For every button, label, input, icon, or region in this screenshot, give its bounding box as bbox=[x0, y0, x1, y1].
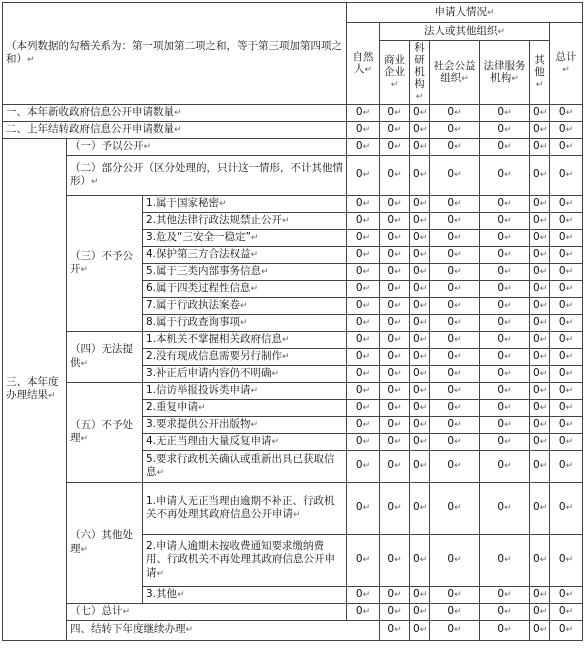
sub-label: 2.申请人逾期未按收费通知要求缴纳费用、行政机关不再处理其政府信息公开申请↵ bbox=[143, 534, 347, 586]
cell-value: 0↵ bbox=[480, 263, 530, 280]
sub-label: 4.保护第三方合法权益↵ bbox=[143, 246, 347, 263]
cell-value: 0↵ bbox=[480, 365, 530, 382]
cell-value: 0↵ bbox=[430, 104, 480, 121]
cell-value: 0↵ bbox=[380, 246, 410, 263]
table-row bbox=[3, 138, 583, 155]
cell-value: 0↵ bbox=[347, 450, 380, 482]
cell-value: 0↵ bbox=[347, 212, 380, 229]
cell-value: 0↵ bbox=[550, 138, 583, 155]
cell-value: 0↵ bbox=[410, 433, 430, 450]
cell-value: 0↵ bbox=[380, 416, 410, 433]
sub-label: 2.其他法律行政法规禁止公开↵ bbox=[143, 212, 347, 229]
cell-value: 0↵ bbox=[480, 229, 530, 246]
cell-value: 0↵ bbox=[380, 155, 410, 195]
cell-value: 0↵ bbox=[550, 155, 583, 195]
cell-value: 0↵ bbox=[380, 195, 410, 212]
cell-value: 0↵ bbox=[410, 450, 430, 482]
cell-value: 0↵ bbox=[430, 314, 480, 331]
group-label: （三）不予公开↵ bbox=[67, 195, 143, 331]
cell-value: 0↵ bbox=[480, 280, 530, 297]
cell-value: 0↵ bbox=[430, 348, 480, 365]
cell-value: 0↵ bbox=[380, 331, 410, 348]
section-3-label: 三、本年度办理结果↵ bbox=[3, 138, 67, 640]
cell-value: 0↵ bbox=[380, 603, 410, 620]
cell-value: 0↵ bbox=[530, 348, 550, 365]
cell-value: 0↵ bbox=[480, 155, 530, 195]
cell-value: 0↵ bbox=[480, 246, 530, 263]
cell-value: 0↵ bbox=[430, 263, 480, 280]
cell-value: 0↵ bbox=[347, 297, 380, 314]
cell-value: 0↵ bbox=[430, 280, 480, 297]
table-row bbox=[3, 121, 583, 138]
cell-value: 0↵ bbox=[430, 246, 480, 263]
sub-label: 3.补正后申请内容仍不明确↵ bbox=[143, 365, 347, 382]
cell-value: 0↵ bbox=[550, 416, 583, 433]
cell-value: 0↵ bbox=[380, 280, 410, 297]
cell-value: 0↵ bbox=[347, 229, 380, 246]
col-commercial: 商业企业↵ bbox=[380, 41, 410, 105]
cell-value: 0↵ bbox=[347, 416, 380, 433]
cell-value: 0↵ bbox=[430, 229, 480, 246]
cell-value: 0↵ bbox=[430, 586, 480, 603]
cell-value: 0↵ bbox=[380, 263, 410, 280]
cell-value: 0↵ bbox=[550, 121, 583, 138]
cell-value: 0↵ bbox=[480, 482, 530, 534]
cell-value: 0↵ bbox=[380, 534, 410, 586]
cell-value: 0↵ bbox=[347, 155, 380, 195]
cell-value: 0↵ bbox=[550, 280, 583, 297]
cell-value: 0↵ bbox=[550, 399, 583, 416]
cell-value: 0↵ bbox=[410, 365, 430, 382]
sub-label: 3.其他↵ bbox=[143, 586, 347, 603]
col-public-welfare: 社会公益组织↵ bbox=[430, 41, 480, 105]
group-label: （六）其他处理↵ bbox=[67, 482, 143, 603]
cell-value: 0↵ bbox=[410, 121, 430, 138]
cell-value: 0↵ bbox=[550, 365, 583, 382]
col-legal-service: 法律服务机构↵ bbox=[480, 41, 530, 105]
cell-value: 0↵ bbox=[480, 331, 530, 348]
cell-value: 0↵ bbox=[430, 365, 480, 382]
cell-value: 0↵ bbox=[410, 297, 430, 314]
cell-value: 0↵ bbox=[410, 586, 430, 603]
cell-value: 0↵ bbox=[410, 104, 430, 121]
cell-value: 0↵ bbox=[347, 195, 380, 212]
cell-value: 0↵ bbox=[530, 382, 550, 399]
sub-label: 1.本机关不掌握相关政府信息↵ bbox=[143, 331, 347, 348]
cell-value: 0↵ bbox=[410, 416, 430, 433]
cell-value: 0↵ bbox=[480, 586, 530, 603]
cell-value: 0↵ bbox=[410, 534, 430, 586]
cell-value: 0↵ bbox=[380, 138, 410, 155]
cell-value: 0↵ bbox=[530, 280, 550, 297]
group-label: （四）无法提供↵ bbox=[67, 331, 143, 382]
cell-value: 0↵ bbox=[410, 195, 430, 212]
cell-value: 0↵ bbox=[380, 348, 410, 365]
cell-value: 0↵ bbox=[410, 263, 430, 280]
cell-value: 0↵ bbox=[530, 297, 550, 314]
statistics-table bbox=[2, 2, 583, 641]
sub-label: 1.信访举报投诉类申请↵ bbox=[143, 382, 347, 399]
col-other: 其他↵ bbox=[530, 41, 550, 105]
cell-value: 0↵ bbox=[347, 280, 380, 297]
cell-value: 0↵ bbox=[380, 586, 410, 603]
cell-value: 0↵ bbox=[550, 212, 583, 229]
cell-value: 0↵ bbox=[410, 246, 430, 263]
cell-value: 0↵ bbox=[347, 534, 380, 586]
group-label: （七）总计↵ bbox=[67, 603, 347, 620]
cell-value: 0↵ bbox=[480, 195, 530, 212]
cell-value: 0↵ bbox=[430, 603, 480, 620]
cell-value: 0↵ bbox=[430, 212, 480, 229]
cell-value: 0↵ bbox=[347, 121, 380, 138]
cell-value: 0↵ bbox=[430, 331, 480, 348]
cell-value: 0↵ bbox=[550, 382, 583, 399]
cell-value: 0↵ bbox=[380, 104, 410, 121]
cell-value: 0↵ bbox=[480, 104, 530, 121]
sub-label: 8.属于行政查询事项↵ bbox=[143, 314, 347, 331]
cell-value: 0↵ bbox=[480, 121, 530, 138]
legal-group-header: 法人或其他组织↵ bbox=[380, 23, 550, 41]
cell-value: 0↵ bbox=[530, 314, 550, 331]
cell-value: 0↵ bbox=[380, 620, 410, 640]
sub-label: 4.无正当理由大量反复申请↵ bbox=[143, 433, 347, 450]
cell-value: 0↵ bbox=[380, 121, 410, 138]
cell-value: 0↵ bbox=[380, 482, 410, 534]
cell-value: 0↵ bbox=[380, 314, 410, 331]
cell-value: 0↵ bbox=[530, 121, 550, 138]
table-row bbox=[3, 195, 583, 212]
cell-value: 0↵ bbox=[530, 586, 550, 603]
cell-value: 0↵ bbox=[550, 297, 583, 314]
cell-value: 0↵ bbox=[430, 155, 480, 195]
cell-value: 0↵ bbox=[430, 534, 480, 586]
table-row bbox=[3, 603, 583, 620]
cell-value: 0↵ bbox=[530, 450, 550, 482]
cell-value: 0↵ bbox=[430, 399, 480, 416]
cell-value: 0↵ bbox=[530, 155, 550, 195]
cell-value: 0↵ bbox=[347, 603, 380, 620]
sub-label: 2.重复申请↵ bbox=[143, 399, 347, 416]
sub-label: 1.属于国家秘密↵ bbox=[143, 195, 347, 212]
sub-label: 3.危及“三安全一稳定”↵ bbox=[143, 229, 347, 246]
cell-value: 0↵ bbox=[410, 212, 430, 229]
cell-value: 0↵ bbox=[410, 229, 430, 246]
cell-value: 0↵ bbox=[347, 314, 380, 331]
cell-value: 0↵ bbox=[410, 603, 430, 620]
cell-value: 0↵ bbox=[480, 534, 530, 586]
cell-value: 0↵ bbox=[480, 348, 530, 365]
cell-value: 0↵ bbox=[410, 620, 430, 640]
cell-value: 0↵ bbox=[410, 155, 430, 195]
cell-value: 0↵ bbox=[410, 399, 430, 416]
cell-value: 0↵ bbox=[430, 297, 480, 314]
sub-label: 1.申请人无正当理由逾期不补正、行政机关不再处理其政府信息公开申请↵ bbox=[143, 482, 347, 534]
group-label: （一）予以公开↵ bbox=[67, 138, 347, 155]
sub-label: 5.属于三类内部事务信息↵ bbox=[143, 263, 347, 280]
cell-value: 0↵ bbox=[550, 348, 583, 365]
cell-value: 0↵ bbox=[347, 433, 380, 450]
cell-value: 0↵ bbox=[380, 212, 410, 229]
cell-value: 0↵ bbox=[347, 263, 380, 280]
cell-value: 0↵ bbox=[530, 433, 550, 450]
sub-label: 5.要求行政机关确认或重新出具已获取信息↵ bbox=[143, 450, 347, 482]
cell-value: 0↵ bbox=[380, 229, 410, 246]
cell-value: 0↵ bbox=[530, 534, 550, 586]
sub-label: 3.要求提供公开出版物↵ bbox=[143, 416, 347, 433]
cell-value: 0↵ bbox=[550, 314, 583, 331]
cell-value: 0↵ bbox=[380, 382, 410, 399]
cell-value: 0↵ bbox=[530, 138, 550, 155]
cell-value: 0↵ bbox=[410, 314, 430, 331]
cell-value: 0↵ bbox=[410, 482, 430, 534]
cell-value: 0↵ bbox=[480, 603, 530, 620]
cell-value: 0↵ bbox=[550, 433, 583, 450]
cell-value: 0↵ bbox=[410, 331, 430, 348]
cell-value: 0↵ bbox=[550, 450, 583, 482]
cell-value: 0↵ bbox=[410, 280, 430, 297]
cell-value: 0↵ bbox=[550, 620, 583, 640]
cell-value: 0↵ bbox=[550, 482, 583, 534]
cell-value: 0↵ bbox=[430, 416, 480, 433]
cell-value: 0↵ bbox=[430, 482, 480, 534]
cell-value: 0↵ bbox=[347, 331, 380, 348]
cell-value: 0↵ bbox=[550, 229, 583, 246]
cell-value: 0↵ bbox=[530, 399, 550, 416]
row-label: 二、上年结转政府信息公开申请数量↵ bbox=[3, 121, 347, 138]
cell-value: 0↵ bbox=[410, 382, 430, 399]
cell-value: 0↵ bbox=[550, 603, 583, 620]
cell-value: 0↵ bbox=[530, 331, 550, 348]
row-label: 一、本年新收政府信息公开申请数量↵ bbox=[3, 104, 347, 121]
cell-value: 0↵ bbox=[380, 399, 410, 416]
cell-value: 0↵ bbox=[480, 297, 530, 314]
cell-value: 0↵ bbox=[380, 365, 410, 382]
table-row bbox=[3, 104, 583, 121]
table-row bbox=[3, 382, 583, 399]
applicant-header: 申请人情况↵ bbox=[347, 3, 583, 23]
sub-label: 6.属于四类过程性信息↵ bbox=[143, 280, 347, 297]
cell-value: 0↵ bbox=[430, 433, 480, 450]
col-natural-person: 自然人↵ bbox=[347, 23, 380, 105]
cell-value: 0↵ bbox=[480, 212, 530, 229]
cell-value: 0↵ bbox=[480, 450, 530, 482]
cell-value: 0↵ bbox=[480, 138, 530, 155]
cell-value: 0↵ bbox=[430, 195, 480, 212]
cell-value: 0↵ bbox=[530, 263, 550, 280]
col-research: 科研机构↵ bbox=[410, 41, 430, 105]
cell-value: 0↵ bbox=[380, 433, 410, 450]
cell-value: 0↵ bbox=[530, 104, 550, 121]
cell-value: 0↵ bbox=[347, 482, 380, 534]
cell-value: 0↵ bbox=[430, 450, 480, 482]
cell-value: 0↵ bbox=[430, 121, 480, 138]
sub-label: 7.属于行政执法案卷↵ bbox=[143, 297, 347, 314]
cell-value: 0↵ bbox=[550, 195, 583, 212]
cell-value: 0↵ bbox=[480, 433, 530, 450]
cell-value: 0↵ bbox=[550, 331, 583, 348]
cell-value: 0↵ bbox=[480, 416, 530, 433]
cell-value: 0↵ bbox=[530, 195, 550, 212]
cell-value: 0↵ bbox=[530, 365, 550, 382]
cell-value: 0↵ bbox=[430, 620, 480, 640]
cell-value: 0↵ bbox=[550, 586, 583, 603]
table-row bbox=[3, 155, 583, 195]
cell-value: 0↵ bbox=[530, 416, 550, 433]
cell-value: 0↵ bbox=[347, 365, 380, 382]
cell-value: 0↵ bbox=[380, 450, 410, 482]
cell-value: 0↵ bbox=[530, 229, 550, 246]
table-row bbox=[3, 331, 583, 348]
cell-value: 0↵ bbox=[550, 104, 583, 121]
cell-value: 0↵ bbox=[530, 482, 550, 534]
cell-value: 0↵ bbox=[430, 382, 480, 399]
cell-value: 0↵ bbox=[347, 104, 380, 121]
cell-value: 0↵ bbox=[410, 138, 430, 155]
cell-value: 0↵ bbox=[480, 314, 530, 331]
cell-value: 0↵ bbox=[347, 399, 380, 416]
cell-value: 0↵ bbox=[430, 138, 480, 155]
cell-value: 0↵ bbox=[480, 382, 530, 399]
cell-value: 0↵ bbox=[347, 348, 380, 365]
cell-value: 0↵ bbox=[550, 534, 583, 586]
header-note: （本列数据的勾稽关系为：第一项加第二项之和，等于第三项加第四项之和）↵ bbox=[3, 3, 347, 105]
cell-value: 0↵ bbox=[480, 620, 530, 640]
cell-value: 0↵ bbox=[410, 348, 430, 365]
table-row bbox=[3, 620, 583, 640]
cell-value: 0↵ bbox=[347, 138, 380, 155]
cell-value: 0↵ bbox=[380, 297, 410, 314]
cell-value: 0↵ bbox=[530, 212, 550, 229]
table-row bbox=[3, 482, 583, 534]
group-label: （五）不予处理↵ bbox=[67, 382, 143, 482]
cell-value: 0↵ bbox=[347, 382, 380, 399]
cell-value: 0↵ bbox=[347, 586, 380, 603]
cell-value: 0↵ bbox=[347, 246, 380, 263]
cell-value: 0↵ bbox=[530, 620, 550, 640]
cell-value: 0↵ bbox=[550, 246, 583, 263]
cell-value: 0↵ bbox=[480, 399, 530, 416]
cell-value: 0↵ bbox=[550, 263, 583, 280]
sub-label: 2.没有现成信息需要另行制作↵ bbox=[143, 348, 347, 365]
cell-value: 0↵ bbox=[530, 603, 550, 620]
cell-value: 0↵ bbox=[530, 246, 550, 263]
col-total: 总计↵ bbox=[550, 23, 583, 105]
row-label: 四、结转下年度继续办理↵ bbox=[67, 620, 380, 640]
group-label: （二）部分公开（区分处理的，只计这一情形，不计其他情形）↵ bbox=[67, 155, 347, 195]
